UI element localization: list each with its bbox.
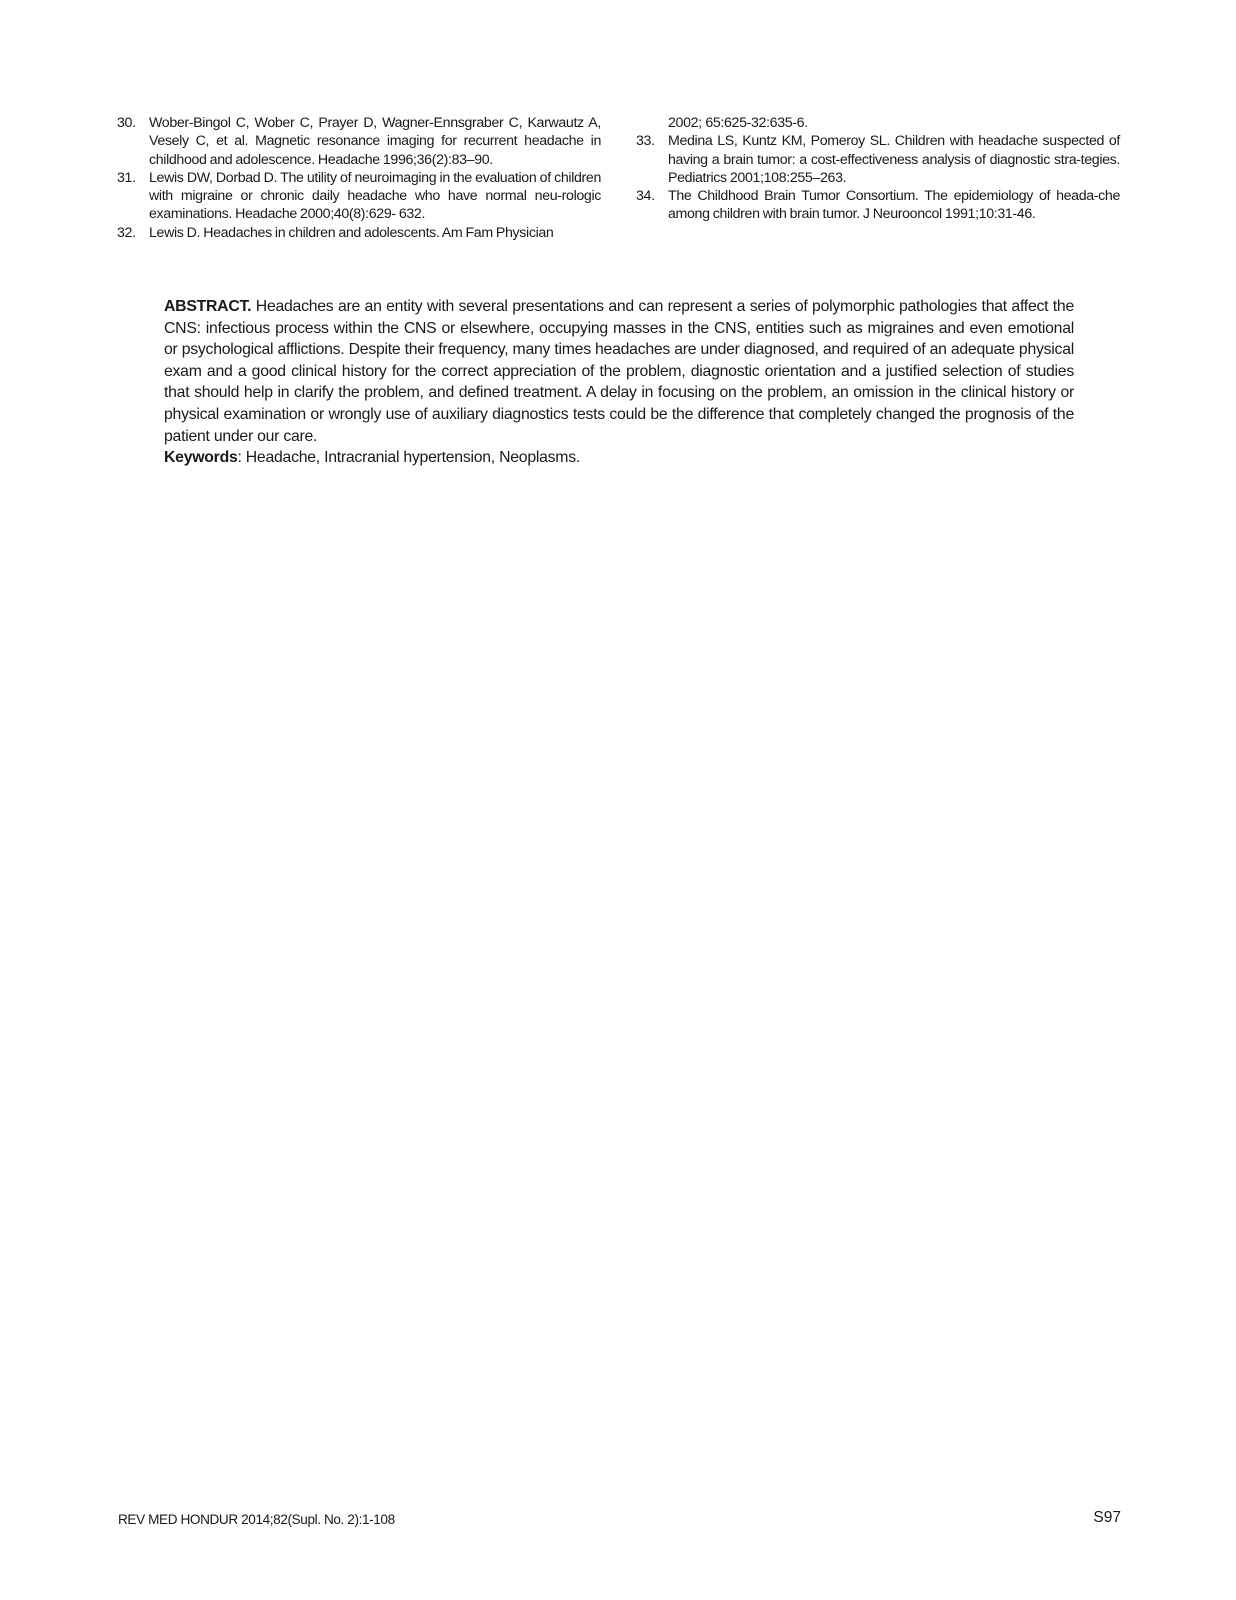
page-number: S97 — [1093, 1509, 1121, 1526]
reference-item — [636, 187, 1120, 224]
reference-item — [117, 114, 601, 169]
abstract — [164, 296, 1074, 469]
abstract-paragraph — [164, 296, 1074, 447]
reference-item — [117, 169, 601, 224]
reference-column-left — [117, 114, 601, 242]
reference-text: The Childhood Brain Tumor Consortium. The epidemiology of heada-che among children with brain tumor. J Neurooncol 1991;10:31-46. — [668, 188, 1120, 223]
keywords-line — [164, 447, 1074, 469]
abstract-label: ABSTRACT. — [164, 298, 252, 315]
reference-text: Medina LS, Kuntz KM, Pomeroy SL. Children with headache suspected of having a brain tumor: a cost-effectiveness analysis of diagnostic stra-tegies. Pediatrics 2001;108:255–263. — [668, 133, 1120, 186]
reference-text: Lewis D. Headaches in children and adolescents. Am Fam Physician — [149, 224, 554, 241]
reference-number: 34. — [636, 188, 655, 205]
reference-continuation: 2002; 65:625-32:635-6. — [668, 115, 808, 131]
keywords-label: Keywords — [164, 449, 238, 467]
reference-item — [117, 224, 601, 242]
reference-text: Lewis DW, Dorbad D. The utility of neuroimaging in the evaluation of children with migraine or chronic daily headache who have normal neu-rologic examinations. Headache 2000;40(8):629- 632. — [149, 169, 601, 223]
reference-number: 31. — [117, 169, 136, 186]
reference-number: 32. — [117, 224, 136, 241]
reference-column-right — [636, 114, 1120, 242]
keywords-text: : Headache, Intracranial hypertension, Neoplasms. — [237, 449, 580, 467]
journal-citation: REV MED HONDUR 2014;82(Supl. No. 2):1-108 — [118, 1512, 395, 1527]
reference-number: 30. — [117, 115, 136, 131]
reference-item — [636, 132, 1120, 187]
reference-text: Wober-Bingol C, Wober C, Prayer D, Wagner-Ennsgraber C, Karwautz A, Vesely C, et al. Magnetic resonance imaging for recurrent headache in childhood and adolescence. Headache 1996;36(2):83–90. — [149, 115, 601, 168]
reference-number: 33. — [636, 133, 655, 150]
reference-list — [117, 114, 1120, 242]
abstract-text: Headaches are an entity with several presentations and can represent a series of polymorphic pathologies that affect the CNS: infectious process within the CNS or elsewhere, occupying masses in the CNS, entities such as migraines and even emotional or psychological afflictions. Despite their frequency, many times headaches are under diagnosed, and required of an adequate physical exam and a good clinical history for the correct appreciation of the problem, diagnostic orientation and a justified selection of studies that should help in clarify the problem, and defined treatment. A delay in focusing on the problem, an omission in the clinical history or physical examination or wrongly use of auxiliary diagnostics tests could be the difference that completely changed the prognosis of the patient under our care. — [164, 298, 1074, 445]
